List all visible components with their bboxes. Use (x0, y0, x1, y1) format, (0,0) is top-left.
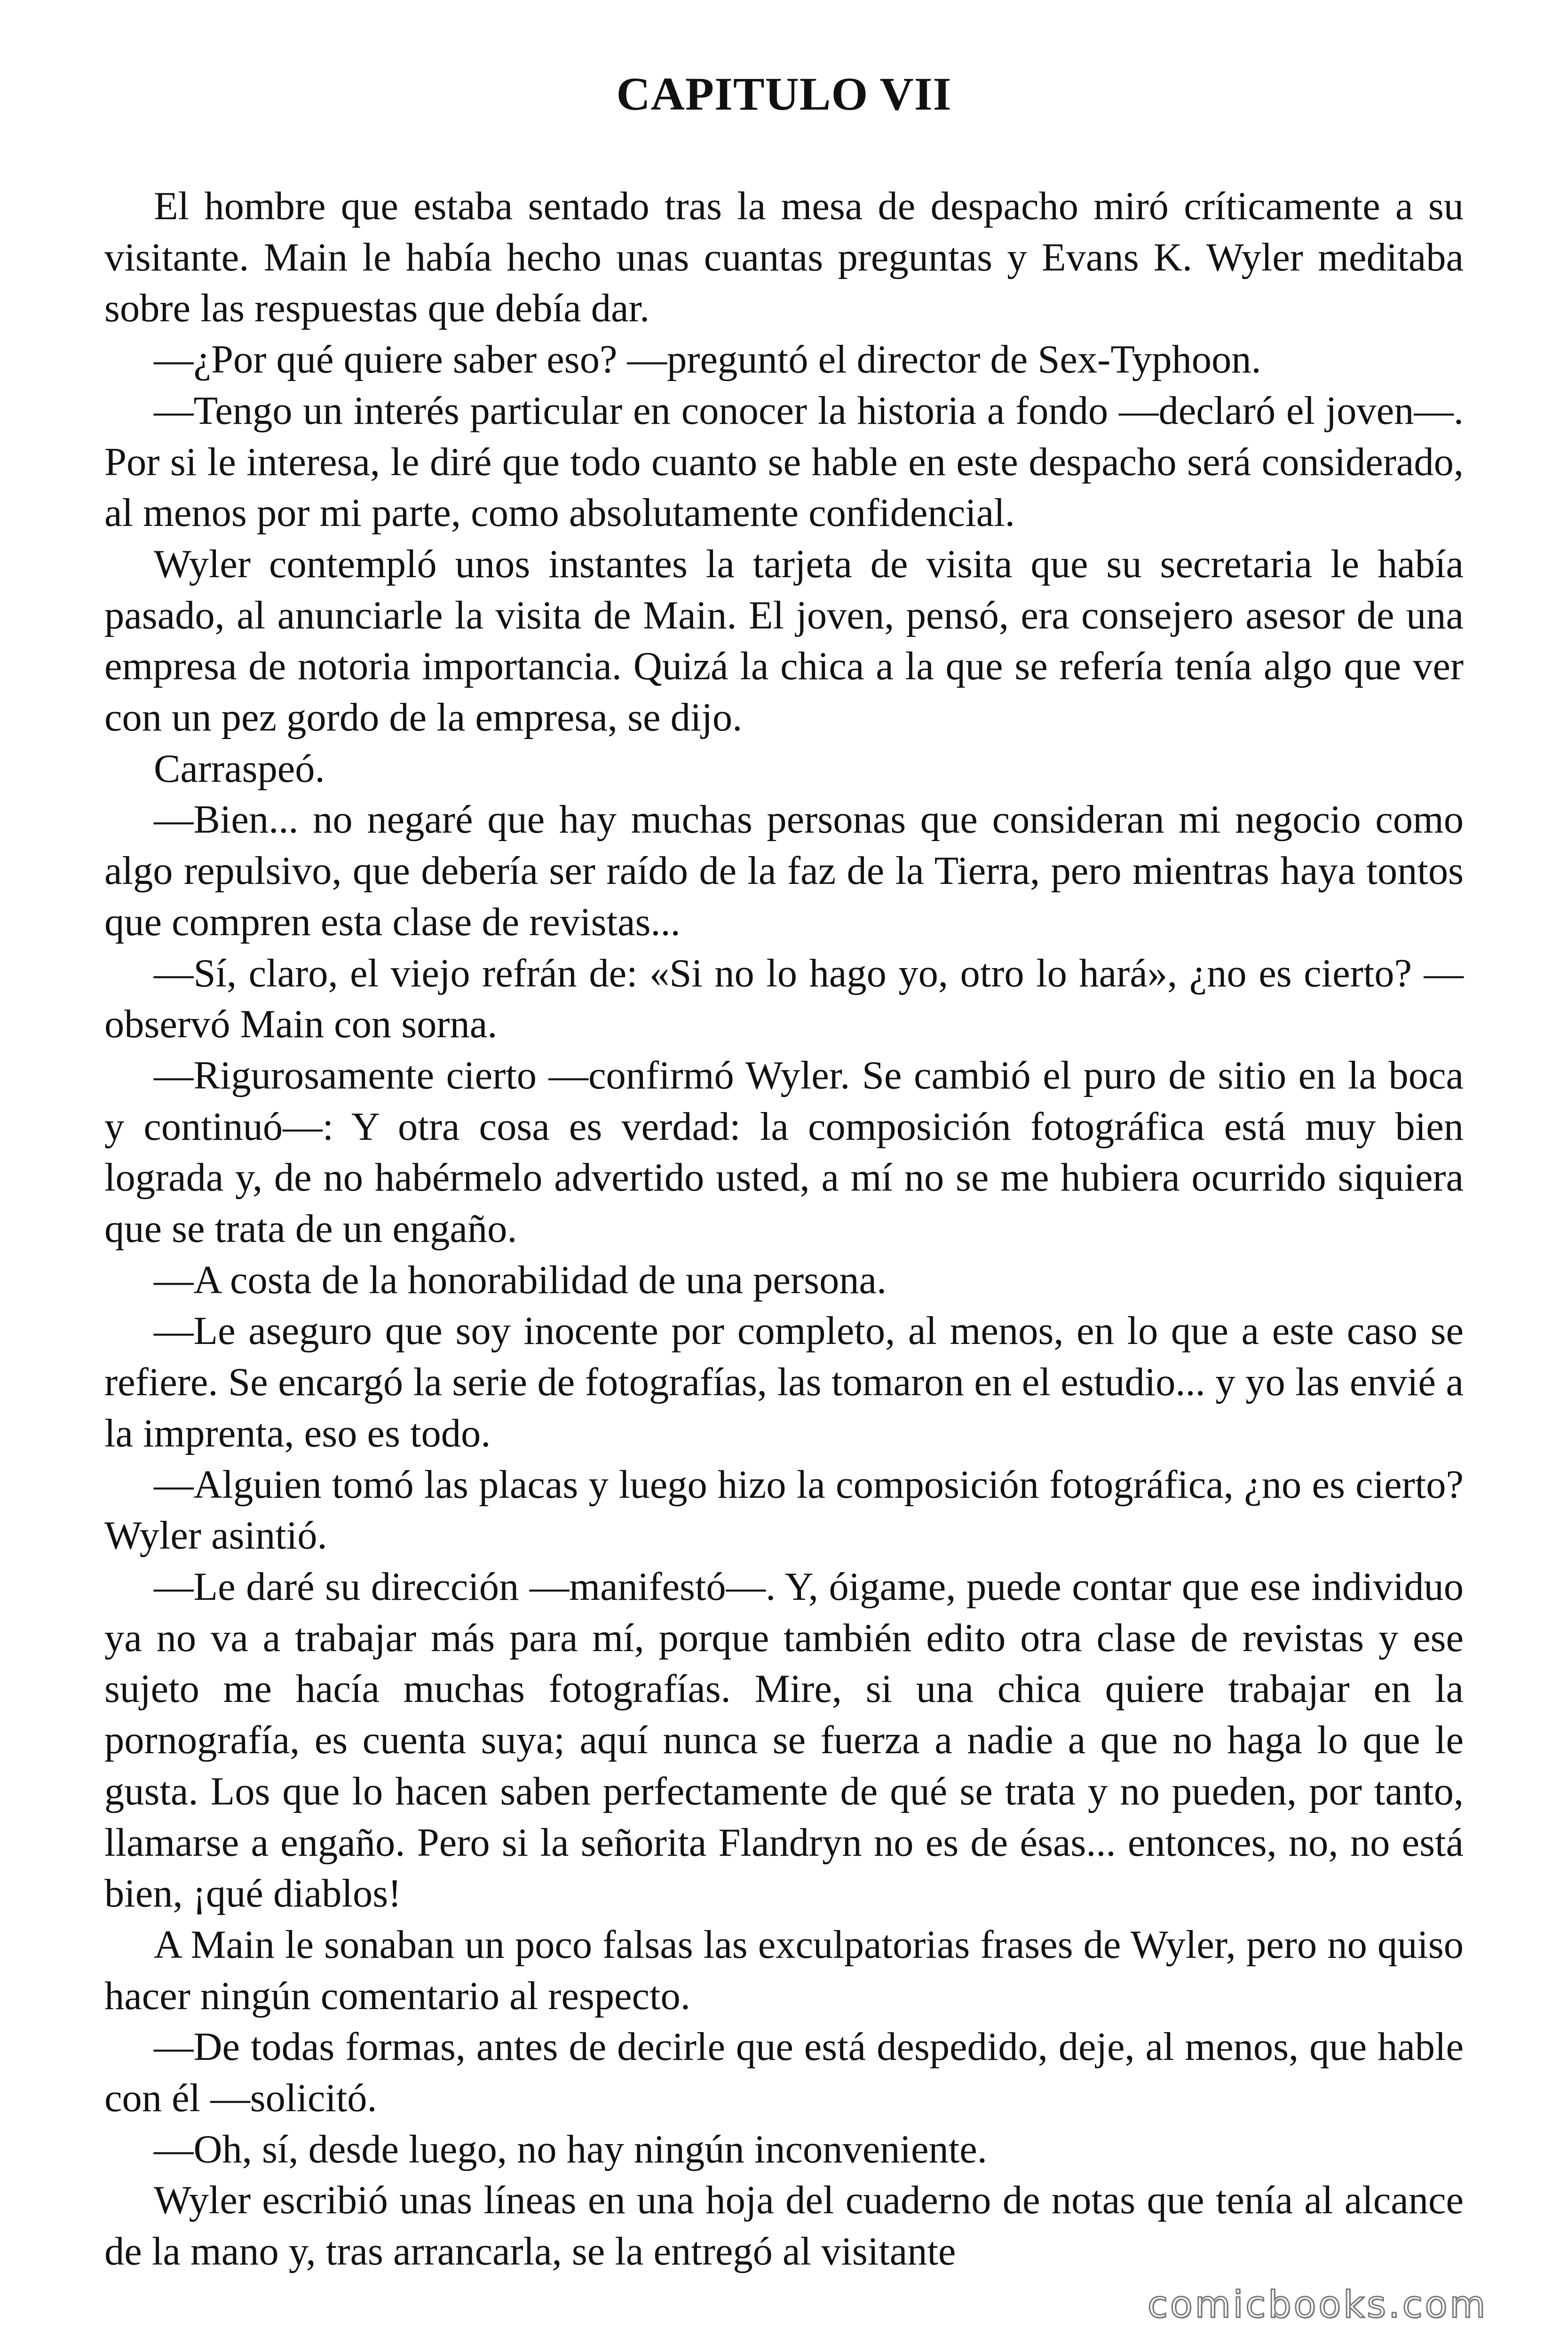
paragraph: —Le aseguro que soy inocente por completo, al menos, en lo que a este caso se refiere. Se encargó la serie de fotografías, las tomaron en el estudio... y yo las envié a la imprenta, eso es todo. (104, 1309, 1464, 1455)
paragraph: —Oh, sí, desde luego, no hay ningún inconveniente. (154, 2127, 987, 2171)
chapter-body (104, 181, 1464, 2278)
paragraph: —¿Por qué quiere saber eso? —preguntó el director de Sex-Typhoon. (154, 338, 1261, 382)
paragraph: —De todas formas, antes de decirle que está despedido, deje, al menos, que hable con él —solicitó. (104, 2025, 1464, 2121)
paragraph: —Sí, claro, el viejo refrán de: «Si no lo hago yo, otro lo hará», ¿no es cierto? —observó Main con sorna. (104, 951, 1464, 1047)
paragraph: —Rigurosamente cierto —confirmó Wyler. Se cambió el puro de sitio en la boca y continuó—: Y otra cosa es verdad: la composición fotográfica está muy bien lograda y, de no habérmelo advertido usted, a mí no se me hubiera ocurrido siquiera que se trata de un engaño. (104, 1053, 1464, 1251)
chapter-title: CAPITULO VII (616, 68, 952, 120)
paragraph: Wyler escribió unas líneas en una hoja del cuaderno de notas que tenía al alcance de la mano y, tras arrancarla, se la entregó al visitante (104, 2178, 1464, 2274)
paragraph: —Alguien tomó las placas y luego hizo la composición fotográfica, ¿no es cierto? Wyler asintió. (104, 1462, 1464, 1558)
paragraph: A Main le sonaban un poco falsas las exculpatorias frases de Wyler, pero no quiso hacer ningún comentario al respecto. (104, 1923, 1464, 2018)
paragraph: Carraspeó. (154, 747, 325, 791)
paragraph: El hombre que estaba sentado tras la mesa de despacho miró críticamente a su visitante. Main le había hecho unas cuantas preguntas y Evans K. Wyler meditaba sobre las respuestas que debía dar. (104, 184, 1464, 331)
paragraph: —Le daré su dirección —manifestó—. Y, óigame, puede contar que ese individuo ya no va a trabajar más para mí, porque también edito otra clase de revistas y ese sujeto me hacía muchas fotografías. Mire, si una chica quiere trabajar en la pornografía, es cuenta suya; aquí nunca se fuerza a nadie a que no haga lo que le gusta. Los que lo hacen saben perfectamente de qué se trata y no pueden, por tanto, llamarse a engaño. Pero si la señorita Flandryn no es de ésas... entonces, no, no está bien, ¡qué diablos! (104, 1565, 1464, 1916)
paragraph: Wyler contempló unos instantes la tarjeta de visita que su secretaria le había pasado, al anunciarle la visita de Main. El joven, pensó, era consejero asesor de una empresa de notoria importancia. Quizá la chica a la que se refería tenía algo que ver con un pez gordo de la empresa, se dijo. (104, 542, 1464, 740)
paragraph: —A costa de la honorabilidad de una persona. (154, 1258, 887, 1302)
paragraph: —Bien... no negaré que hay muchas personas que consideran mi negocio como algo repulsivo, que debería ser raído de la faz de la Tierra, pero mientras haya tontos que compren esta clase de revistas... (104, 798, 1464, 944)
watermark-text: comicbooks.com (1148, 2284, 1488, 2326)
paragraph: —Tengo un interés particular en conocer la historia a fondo —declaró el joven—. Por si le interesa, le diré que todo cuanto se hable en este despacho será considerado, al menos por mi parte, como absolutamente confidencial. (104, 389, 1464, 535)
